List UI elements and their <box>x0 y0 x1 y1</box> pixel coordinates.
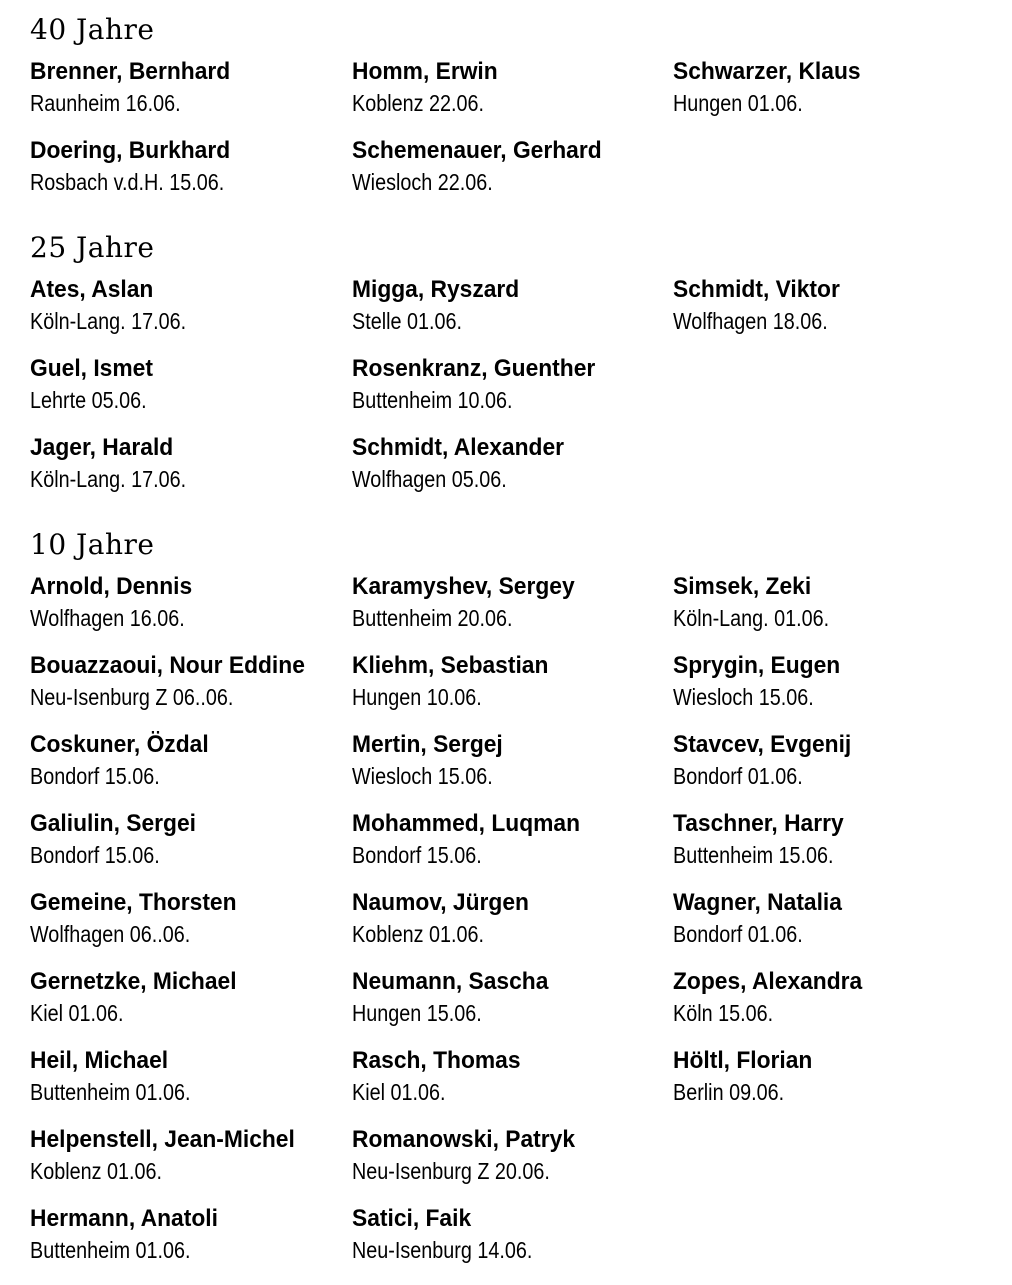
location-date: Köln-Lang. 17.06. <box>30 466 187 492</box>
person-name: Wagner, Natalia <box>673 889 842 916</box>
list-item <box>30 888 352 967</box>
location-date: Köln-Lang. 01.06. <box>673 605 830 631</box>
person-name: Bouazzaoui, Nour Eddine <box>30 652 305 679</box>
entry-grid <box>30 572 973 1283</box>
person-name: Neumann, Sascha <box>352 968 549 995</box>
person-name: Schmidt, Alexander <box>352 434 565 461</box>
location-date: Kiel 01.06. <box>30 1000 124 1026</box>
person-name: Karamyshev, Sergey <box>352 573 575 600</box>
location-date: Bondorf 15.06. <box>30 842 160 868</box>
section-10-jahre <box>30 530 973 1283</box>
location-date: Wolfhagen 06..06. <box>30 921 191 947</box>
list-item <box>30 275 352 354</box>
location-date: Wiesloch 15.06. <box>352 763 493 789</box>
list-item <box>30 1046 352 1125</box>
location-date: Buttenheim 01.06. <box>30 1079 191 1105</box>
person-name: Satici, Faik <box>352 1205 472 1232</box>
list-item <box>30 730 352 809</box>
person-name: Kliehm, Sebastian <box>352 652 549 679</box>
list-item <box>30 354 352 433</box>
list-item <box>352 136 673 215</box>
location-date: Wolfhagen 18.06. <box>673 308 828 334</box>
list-item <box>673 275 973 354</box>
person-name: Coskuner, Özdal <box>30 731 209 758</box>
list-item <box>673 651 973 730</box>
person-name: Ates, Aslan <box>30 276 154 303</box>
list-item <box>352 967 673 1046</box>
entry-grid <box>30 57 973 215</box>
location-date: Köln-Lang. 17.06. <box>30 308 187 334</box>
list-item <box>30 572 352 651</box>
person-name: Zopes, Alexandra <box>673 968 863 995</box>
location-date: Neu-Isenburg Z 20.06. <box>352 1158 550 1184</box>
list-item <box>673 888 973 967</box>
location-date: Buttenheim 20.06. <box>352 605 513 631</box>
list-item <box>352 433 673 512</box>
location-date: Lehrte 05.06. <box>30 387 147 413</box>
person-name: Sprygin, Eugen <box>673 652 841 679</box>
location-date: Koblenz 01.06. <box>30 1158 162 1184</box>
person-name: Schmidt, Viktor <box>673 276 840 303</box>
list-item <box>352 809 673 888</box>
location-date: Köln 15.06. <box>673 1000 774 1026</box>
person-name: Taschner, Harry <box>673 810 844 837</box>
location-date: Buttenheim 01.06. <box>30 1237 191 1263</box>
person-name: Simsek, Zeki <box>673 573 812 600</box>
section-25-jahre <box>30 233 973 512</box>
list-item <box>30 136 352 215</box>
person-name: Arnold, Dennis <box>30 573 193 600</box>
list-item <box>352 1125 673 1204</box>
person-name: Helpenstell, Jean-Michel <box>30 1126 295 1153</box>
list-item <box>30 809 352 888</box>
person-name: Rosenkranz, Guenther <box>352 355 596 382</box>
person-name: Mohammed, Luqman <box>352 810 581 837</box>
entry-grid <box>30 275 973 512</box>
location-date: Raunheim 16.06. <box>30 90 181 116</box>
list-item <box>352 572 673 651</box>
location-date: Buttenheim 10.06. <box>352 387 513 413</box>
location-date: Berlin 09.06. <box>673 1079 785 1105</box>
section-40-jahre <box>30 15 973 215</box>
person-name: Gernetzke, Michael <box>30 968 237 995</box>
person-name: Höltl, Florian <box>673 1047 813 1074</box>
location-date: Kiel 01.06. <box>352 1079 446 1105</box>
location-date: Wiesloch 22.06. <box>352 169 493 195</box>
location-date: Hungen 01.06. <box>673 90 803 116</box>
list-item <box>30 1125 352 1204</box>
list-item <box>352 1204 673 1283</box>
location-date: Hungen 10.06. <box>352 684 482 710</box>
person-name: Rasch, Thomas <box>352 1047 521 1074</box>
section-title: 10 Jahre <box>30 528 155 561</box>
location-date: Neu-Isenburg Z 06..06. <box>30 684 234 710</box>
person-name: Homm, Erwin <box>352 58 498 85</box>
person-name: Mertin, Sergej <box>352 731 503 758</box>
location-date: Koblenz 01.06. <box>352 921 484 947</box>
person-name: Migga, Ryszard <box>352 276 520 303</box>
list-item <box>30 57 352 136</box>
person-name: Schemenauer, Gerhard <box>352 137 602 164</box>
person-name: Doering, Burkhard <box>30 137 231 164</box>
location-date: Hungen 15.06. <box>352 1000 482 1026</box>
person-name: Hermann, Anatoli <box>30 1205 218 1232</box>
section-title: 40 Jahre <box>30 13 155 46</box>
list-item <box>673 809 973 888</box>
list-item <box>30 433 352 512</box>
location-date: Bondorf 01.06. <box>673 763 803 789</box>
location-date: Bondorf 15.06. <box>352 842 482 868</box>
list-item <box>30 967 352 1046</box>
location-date: Buttenheim 15.06. <box>673 842 834 868</box>
list-item <box>352 57 673 136</box>
list-item <box>673 572 973 651</box>
list-item <box>673 967 973 1046</box>
location-date: Wolfhagen 05.06. <box>352 466 507 492</box>
list-item <box>352 730 673 809</box>
location-date: Wolfhagen 16.06. <box>30 605 185 631</box>
location-date: Stelle 01.06. <box>352 308 462 334</box>
list-item <box>352 354 673 433</box>
person-name: Jager, Harald <box>30 434 174 461</box>
person-name: Heil, Michael <box>30 1047 169 1074</box>
list-item <box>673 1046 973 1125</box>
list-item <box>30 1204 352 1283</box>
location-date: Rosbach v.d.H. 15.06. <box>30 169 225 195</box>
person-name: Galiulin, Sergei <box>30 810 196 837</box>
person-name: Romanowski, Patryk <box>352 1126 576 1153</box>
person-name: Naumov, Jürgen <box>352 889 529 916</box>
person-name: Stavcev, Evgenij <box>673 731 852 758</box>
person-name: Guel, Ismet <box>30 355 153 382</box>
list-item <box>352 275 673 354</box>
list-item <box>352 888 673 967</box>
person-name: Schwarzer, Klaus <box>673 58 861 85</box>
location-date: Wiesloch 15.06. <box>673 684 814 710</box>
list-item <box>673 57 973 136</box>
person-name: Gemeine, Thorsten <box>30 889 237 916</box>
location-date: Neu-Isenburg 14.06. <box>352 1237 533 1263</box>
list-item <box>30 651 352 730</box>
list-item <box>352 651 673 730</box>
list-item <box>673 730 973 809</box>
location-date: Bondorf 15.06. <box>30 763 160 789</box>
list-item <box>352 1046 673 1125</box>
person-name: Brenner, Bernhard <box>30 58 231 85</box>
location-date: Bondorf 01.06. <box>673 921 803 947</box>
location-date: Koblenz 22.06. <box>352 90 484 116</box>
section-title: 25 Jahre <box>30 231 155 264</box>
